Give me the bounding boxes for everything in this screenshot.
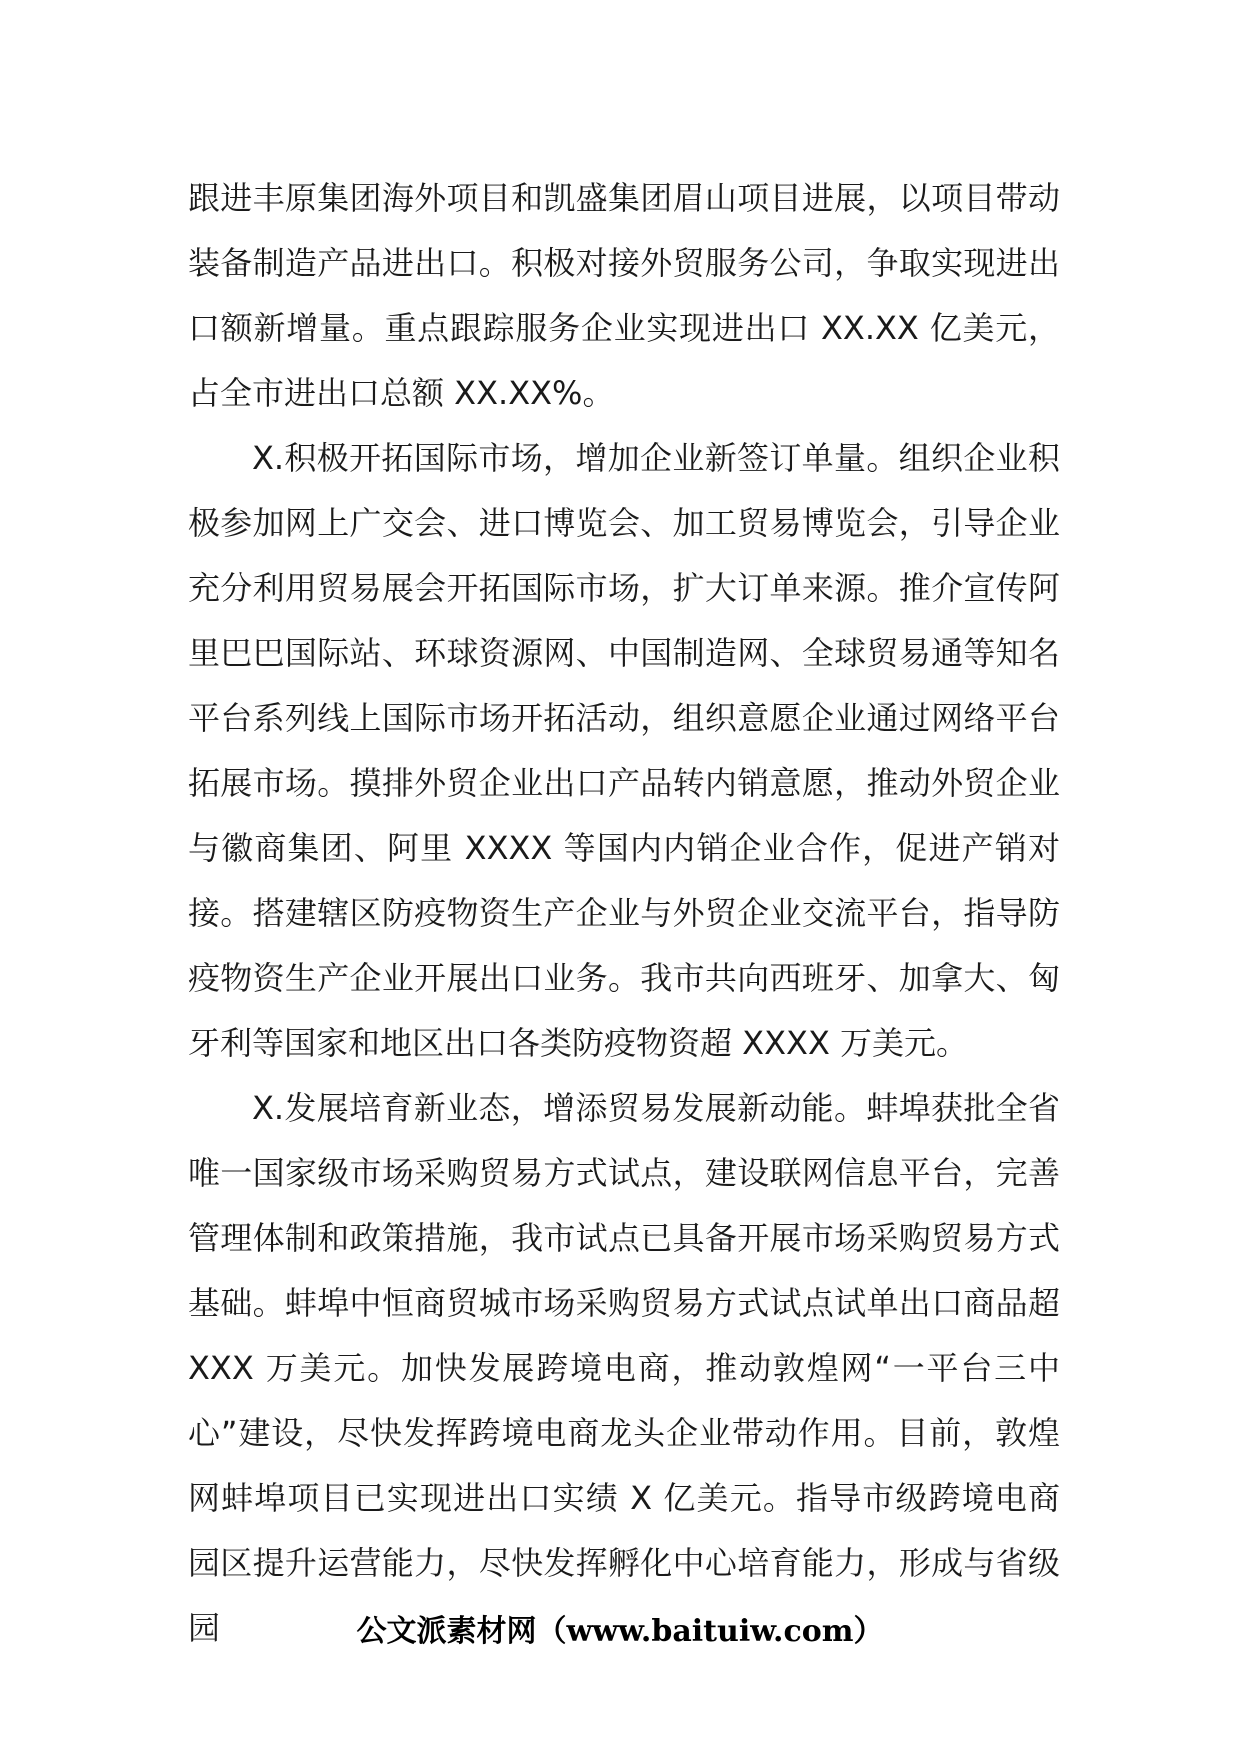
paragraph-3: X.发展培育新业态，增添贸易发展新动能。蚌埠获批全省唯一国家级市场采购贸易方式试点，建设联网信息平台，完善管理体制和政策措施，我市试点已具备开展市场采购贸易方式基础。蚌埠中恒商贸城市场采购贸易方式试点试单出口商品超 XXX 万美元。加快发展跨境电商，推动敦煌网“一平台三中心”建设，尽快发挥跨境电商龙头企业带动作用。目前，敦煌网蚌埠项目已实现进出口实绩 X 亿美元。指导市级跨境电商园区提升运营能力，尽快发挥孵化中心培育能力，形成与省级园 <box>188 1089 1060 1647</box>
footer-watermark-text: 公文派素材网（www.baituiw.com） <box>356 1614 884 1649</box>
paragraph-1: 跟进丰原集团海外项目和凯盛集团眉山项目进展，以项目带动装备制造产品进出口。积极对接外贸服务公司，争取实现进出口额新增量。重点跟踪服务企业实现进出口 XX.XX 亿美元，占全市进出口总额 XX.XX%。 <box>188 179 1060 412</box>
document-body <box>188 166 1060 1661</box>
paragraph-2: X.积极开拓国际市场，增加企业新签订单量。组织企业积极参加网上广交会、进口博览会、加工贸易博览会，引导企业充分利用贸易展会开拓国际市场，扩大订单来源。推介宣传阿里巴巴国际站、环球资源网、中国制造网、全球贸易通等知名平台系列线上国际市场开拓活动，组织意愿企业通过网络平台拓展市场。摸排外贸企业出口产品转内销意愿，推动外贸企业与徽商集团、阿里 XXXX 等国内内销企业合作，促进产销对接。搭建辖区防疫物资生产企业与外贸企业交流平台，指导防疫物资生产企业开展出口业务。我市共向西班牙、加拿大、匈牙利等国家和地区出口各类防疫物资超 XXXX 万美元。 <box>188 439 1060 1062</box>
